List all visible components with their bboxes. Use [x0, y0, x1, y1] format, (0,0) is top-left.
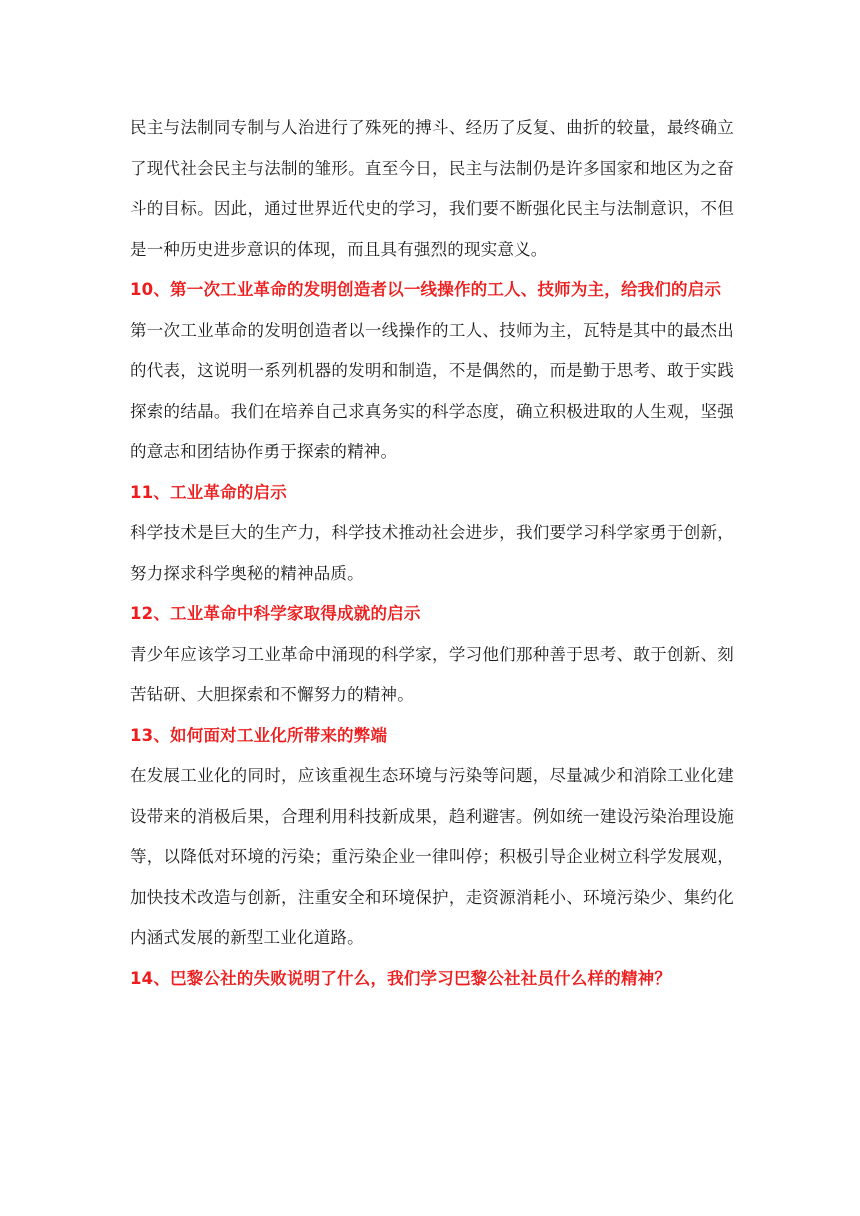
- heading-10-industrial-inventors: 10、第一次工业革命的发明创造者以一线操作的工人、技师为主，给我们的启示: [130, 280, 722, 299]
- heading-13-industrialization-drawbacks: 13、如何面对工业化所带来的弊端: [130, 725, 388, 745]
- document-body: [130, 108, 734, 999]
- paragraph-democracy-law: 民主与法制同专制与人治进行了殊死的搏斗、经历了反复、曲折的较量，最终确立了现代社会民主与法制的雏形。直至今日，民主与法制仍是许多国家和地区为之奋斗的目标。因此，通过世界近代史的学习，我们要不断强化民主与法制意识，不但是一种历史进步意识的体现，而且具有强烈的现实意义。: [130, 118, 734, 259]
- paragraph-industrial-revolution-lesson: 科学技术是巨大的生产力，科学技术推动社会进步，我们要学习科学家勇于创新，努力探求科学奥秘的精神品质。: [130, 523, 734, 583]
- heading-14-paris-commune: 14、巴黎公社的失败说明了什么，我们学习巴黎公社社员什么样的精神？: [130, 968, 672, 988]
- heading-11-industrial-revolution-lesson: 11、工业革命的启示: [130, 482, 287, 502]
- paragraph-industrial-inventors: 第一次工业革命的发明创造者以一线操作的工人、技师为主，瓦特是其中的最杰出的代表，这说明一系列机器的发明和制造，不是偶然的，而是勤于思考、敢于实践探索的结晶。我们在培养自己求真务实的科学态度，确立积极进取的人生观，坚强的意志和团结协作勇于探索的精神。: [130, 320, 734, 461]
- paragraph-industrialization-drawbacks: 在发展工业化的同时，应该重视生态环境与污染等问题，尽量减少和消除工业化建设带来的消极后果，合理利用科技新成果，趋利避害。例如统一建设污染治理设施等，以降低对环境的污染；重污染企业一律叫停；积极引导企业树立科学发展观，加快技术改造与创新，注重安全和环境保护，走资源消耗小、环境污染少、集约化内涵式发展的新型工业化道路。: [130, 766, 734, 947]
- paragraph-scientists-achievements: 青少年应该学习工业革命中涌现的科学家，学习他们那种善于思考、敢于创新、刻苦钻研、大胆探索和不懈努力的精神。: [130, 644, 734, 704]
- heading-12-scientists-achievements: 12、工业革命中科学家取得成就的启示: [130, 604, 421, 623]
